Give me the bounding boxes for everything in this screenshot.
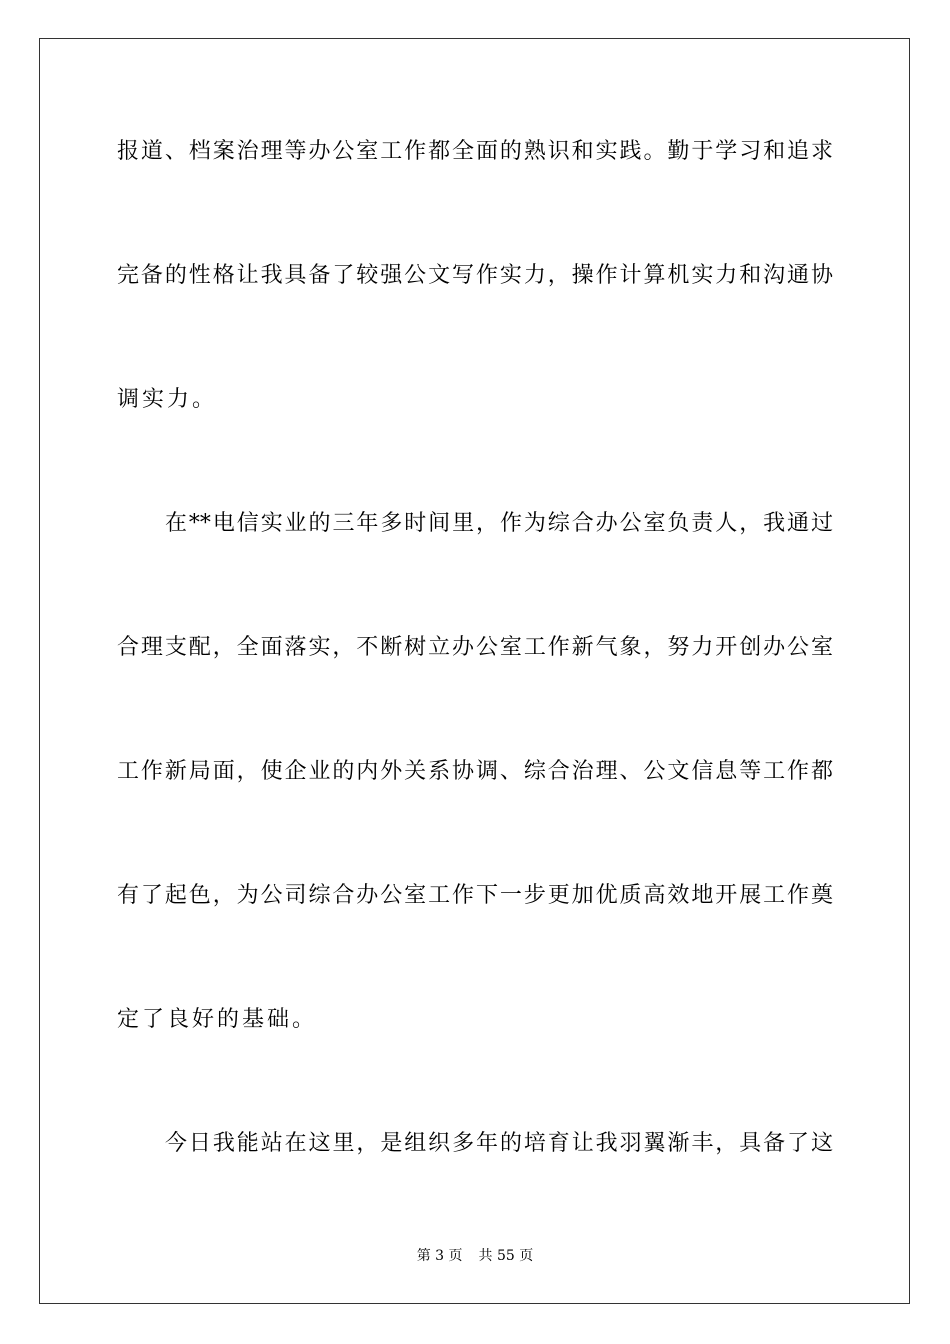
text-line: 完备的性格让我具备了较强公文写作实力，操作计算机实力和沟通协 (117, 263, 833, 288)
page-border (39, 38, 910, 1304)
text-line: 调实力。 (117, 387, 218, 412)
paragraph-start-line: 今日我能站在这里，是组织多年的培育让我羽翼渐丰，具备了这 (165, 1131, 833, 1156)
paragraph-start-line: 在**电信实业的三年多时间里，作为综合办公室负责人，我通过 (165, 511, 833, 536)
page-number: 第 3 页 (416, 1248, 463, 1264)
text-line: 报道、档案治理等办公室工作都全面的熟识和实践。勤于学习和追求 (117, 139, 833, 164)
text-line: 合理支配，全面落实，不断树立办公室工作新气象，努力开创办公室 (117, 635, 833, 660)
text-line: 工作新局面，使企业的内外关系协调、综合治理、公文信息等工作都 (117, 759, 833, 784)
text-line: 定了良好的基础。 (117, 1007, 318, 1032)
page-total: 共 55 页 (478, 1248, 534, 1264)
text-line: 有了起色，为公司综合办公室工作下一步更加优质高效地开展工作奠 (117, 883, 833, 908)
page-footer (0, 1246, 950, 1266)
